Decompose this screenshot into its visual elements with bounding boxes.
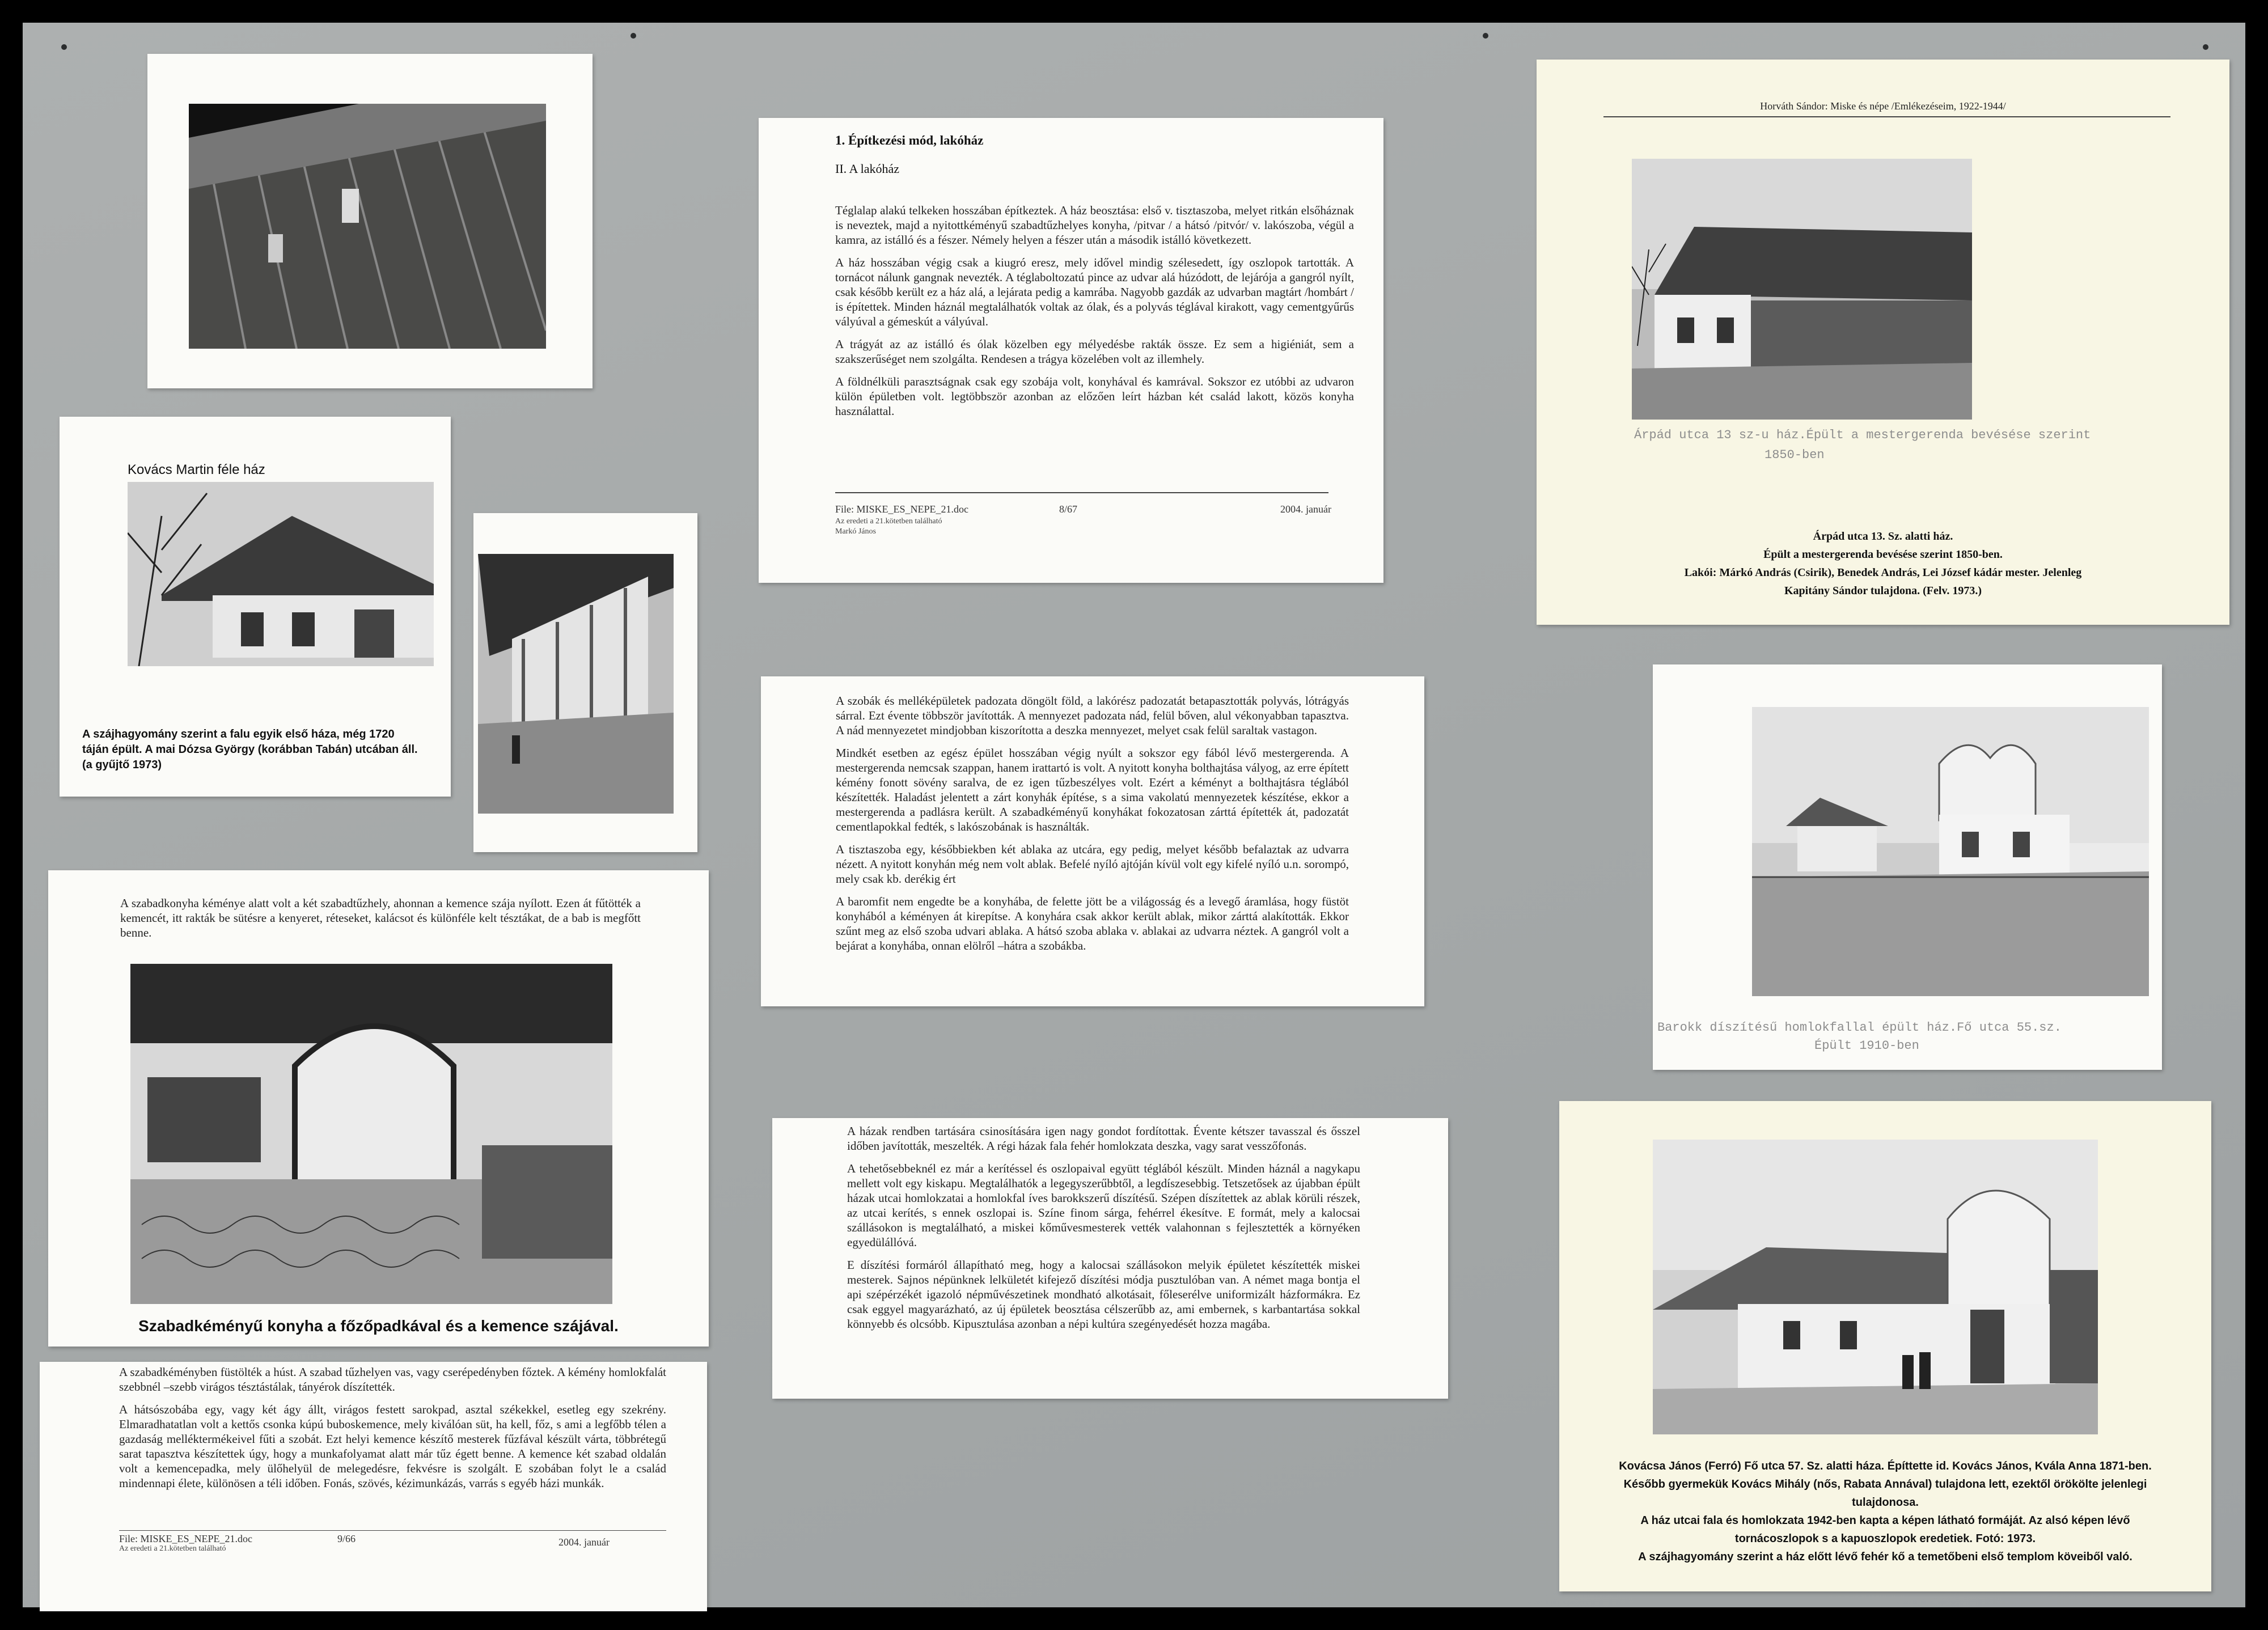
doc1-footer-file: File: MISKE_ES_NEPE_21.doc bbox=[835, 503, 969, 515]
sheet-barokk bbox=[1653, 664, 2162, 1070]
sheet-kitchen bbox=[48, 870, 709, 1347]
doc4-body: A szabadkéményben füstölték a húst. A szabad tűzhelyen vas, vagy cserépedényben főztek. A kémény homlokfalát szebbnél –szebb virágos tésztástálak, tányérok díszítették. A hátsószobába egy, vagy két ágy állt, virágos festett sarokpad, asztal székekkel, esetleg egy szekrény. Elmaradhatatlan volt a kettős csonka kúpú buboskemence, mely kiválóan süt, ha kell, főz, s ami a legfőbb télen a gazdaság melléktermékeivel fűti a szobát. Ezt helyi kemence készítő mesterek fűzfával készült várta, többrétegű sarat tapasztva készítettek úgy, hogy a munkafolyamat alatt már tűz égett benne. A kemence két szabad oldalán volt a kemencepadka, mely ülőhelyül de melegedésre, fekvésre is szolgált. E szobában folyt le a család mindennapi élete, különösen a téli időben. Fonás, szövés, kézimunkázás, varrás s egyéb házi munkák. bbox=[119, 1365, 666, 1490]
doc4-footer-file: File: MISKE_ES_NEPE_21.doc bbox=[119, 1533, 253, 1544]
doc-page-1 bbox=[759, 118, 1383, 583]
arpad-typed-caption: Árpád utca 13 sz-u ház.Épült a mestergerenda bevésése szerint bbox=[1634, 428, 2091, 442]
kovacs-house-photo bbox=[128, 482, 434, 666]
pin bbox=[631, 33, 636, 39]
doc1-footer-note1: Az eredeti a 21.kötetben található bbox=[835, 517, 942, 526]
porch-photo bbox=[478, 554, 674, 814]
doc1-body: Téglalap alakú telkeken hosszában építkeztek. A ház beosztása: első v. tisztaszoba, melyet ritkán elsőháznak is neveztek, majd a nyitottkéményű szabadtűzhelyes konyha, /pitvar / a hátsó /pitvór/ v. lakószoba, végül a kamra, az istálló és a fészer. Némely helyen a fészer után a második istálló következett. A ház hosszában végig csak a kiugró eresz, mely idővel mindig szélesedett, így oszlopok tartották. A tornácot nálunk gangnak nevezték. A téglaboltozatú pince az udvar alá húzódott, de lejárója a gangról nyílt, csak később került ez a ház alá, a lejárata pedig a kamrába. Nagyobb gazdák az udvarban magtárt /hombárt / is építettek. Minden háznál megtalálhatók voltak az ólak, és a polyvás téglával kirakott, vagy cementgyűrűs vályúval a gémeskút a vályúval. A trágyát az az istálló és ólak közelben egy mélyedésbe rakták össze. Ez sem a higiéniát, sem a szakszerűséget nem szolgálta. Rendesen a trágya közelében volt az illemhely. A földnélküli parasztságnak csak egy szobája volt, konyhával és kamrával. Sokszor ez utóbbi az udvaron külön épületben volt. legtöbbször azonban az előzően leírt házban két család lakott, közös konyha használattal. bbox=[835, 204, 1354, 418]
sheet-arpad-utca bbox=[1537, 60, 2229, 625]
sheet-fo-utca-57 bbox=[1559, 1101, 2211, 1591]
doc-page-2 bbox=[761, 676, 1424, 1006]
arpad-header: Horváth Sándor: Miske és népe /Emlékezéseim, 1922-1944/ bbox=[1760, 100, 2006, 112]
kovacs-heading: Kovács Martin féle ház bbox=[128, 462, 265, 477]
doc1-footer-rule bbox=[835, 492, 1328, 493]
sheet-porch-photo bbox=[473, 513, 697, 852]
pin bbox=[61, 44, 67, 50]
doc3-body: A házak rendben tartására csinosítására igen nagy gondot fordítottak. Évente kétszer tavasszal és ősszel időben javították, meszelték. A régi házak fala fehér homlokzata deszka, vagy sarat vesszőfonás. A tehetősebbeknél ez már a kerítéssel és oszlopaival együtt téglából készült. Minden háznál a nagykapu mellett volt egy kiskapu. Megtalálhatók a legegyszerűbbtől, a legdíszesebbig. Tetszetősek az újabban épült házak utcai homlokzatai a homlokfal íves barokkszerű díszítésű. Szépen díszítettek az ablak körüli részek, az utcai kerítés, s ennek oszlopai is. Színe finom sárga, fehérrel ékesítve. E formát, mely a kalocsai szállásokon is megtalálható, a miskei kőművesmesterek vették valahonnan s fejlesztették a környéken egyedülállóvá. E díszítési formáról állapítható meg, hogy a kalocsai szállásokon melyik épületet készítették miskei mesterek. Sajnos népünknek lelkületét kifejező díszítési módja pusztulóban van. A német maga bontja el api szépérzékét igazoló népművészetinek mondható alkotásait, főleserélve uniformizált házformákra. Ez csak eggyel magyarázható, az új épületek beosztása célszerűbb az, ami embernek, s karbantartása sokkal könnyebb és olcsóbb. Kipusztulása azonban a népi kultúra szegényedését hozza magába. bbox=[847, 1124, 1360, 1331]
kitchen-text: A szabadkonyha kéménye alatt volt a két szabadtűzhely, ahonnan a kemence szája nyílott. Ezen át fűtötték a kemencét, itt rakták be sütésre a kenyeret, réteseket, kalácsot és különféle kelt tésztákat, de a bab is megfőtt benne. bbox=[120, 896, 641, 939]
doc-page-4 bbox=[40, 1362, 707, 1611]
doc1-footer-note2: Markó János bbox=[835, 527, 876, 536]
doc1-footer-page: 8/67 bbox=[1059, 503, 1078, 515]
arpad-header-rule bbox=[1603, 116, 2170, 117]
arpad-typed-caption-2: 1850-ben bbox=[1765, 448, 1825, 462]
roof-photo bbox=[189, 104, 546, 349]
barokk-typed-2: Épült 1910-ben bbox=[1814, 1039, 1919, 1053]
sheet-roof-photo bbox=[147, 54, 593, 388]
pin bbox=[2203, 44, 2208, 50]
doc2-body: A szobák és melléképületek padozata döngölt föld, a lakórész padozatát betapasztották polyvás, lótrágyás sárral. Ezt évente többször javították. A mennyezet padozata nád, felül bőven, alul vékonyabban tapasztva. A nád mennyezetet mindjobban kiszorította a deszka mennyezet, melyet csak felül saraltak vastagon. Mindkét esetben az egész épület hosszában végig nyúlt a sokszor egy fából lévő mestergerenda. A mestergerenda nemcsak szappan, hanem irattartó is volt. A nyitott konyha bolthajtása vályog, az erre épített kémény fonott sövény saralva, de ez igen tűzbeszélyes volt. Ezért a kéményt a bolthajtásra téglából készítették. Haladást jelentett a zárt konyhák építése, s a sima vakolatú mennyezetek készítése, ekkor a mestergerenda a padlásra került. A szabadkéményű konyhákat fokozatosan zárttá építették át, padozatát cementlapokkal fedték, s lakószobának is használták. A tisztaszoba egy, későbbiekben két ablaka az utcára, egy pedig, melyet később befalaztak az udvarra nézett. A nyitott konyhán még nem volt ablak. Befelé nyíló ajtóján kívül volt egy kifelé nyíló u.n. sorompó, mely csak kb. derékig ért A baromfit nem engedte be a konyhába, de felette jött be a világosság és a levegő áramlása, hogy füstöt konyhából a kéményen át kirepítse. A konyhára csak akkor került ablak, mikor zárttá alakították. Ekkor szűnt meg az első szoba udvari ablaka. A hátsó szoba ablaka v. ablakai az udvarra néztek. A gangról volt a bejárat a konyhába, onnan elölről –hátra a szobákba. bbox=[836, 694, 1349, 952]
sheet-kovacs-martin bbox=[60, 417, 451, 797]
doc4-footer-rule bbox=[119, 1530, 666, 1531]
kitchen-oven-photo bbox=[130, 964, 612, 1304]
doc-page-3 bbox=[772, 1118, 1448, 1399]
fo57-caption: Kovácsa János (Ferró) Fő utca 57. Sz. alatti háza. Építtette id. Kovács János, Kvála Anna 1871-ben. Később gyermekük Kovács Mihály (nős, Rabata Annával) tulajdona lett, ezektől örökölte jelenlegi tulajdonosa. A ház utcai fala és homlokzata 1942-ben kapta a képen látható formáját. Az alsó képen lévő tornácoszlopok s a kapuoszlopok eredetiek. Fotó: 1973. A szájhagyomány szerint a ház előtt lévő fehér kő a temetőbeni első templom köveiből való. bbox=[1619, 1460, 2152, 1563]
doc4-footer-page: 9/66 bbox=[337, 1533, 356, 1544]
barokk-typed-1: Barokk díszítésű homlokfallal épült ház.Fő utca 55.sz. bbox=[1657, 1021, 2062, 1035]
doc4-footer-date: 2004. január bbox=[558, 1536, 610, 1548]
arpad-house-photo bbox=[1632, 159, 1972, 420]
doc4-footer-note1: Az eredeti a 21.kötetben található bbox=[119, 1544, 226, 1553]
doc1-subheading: II. A lakóház bbox=[835, 162, 900, 176]
kitchen-caption: Szabadkéményű konyha a főzőpadkával és a kemence szájával. bbox=[138, 1317, 619, 1335]
arpad-caption: Árpád utca 13. Sz. alatti ház. Épült a mestergerenda bevésése szerint 1850-ben. Lakói: Márkó András (Csirik), Benedek András, Lei József kádár mester. Jelenleg Kapitány Sándor tulajdona. (Felv. 1973.) bbox=[1684, 530, 2082, 597]
pin bbox=[1483, 33, 1488, 39]
barokk-house-photo bbox=[1752, 707, 2149, 996]
fo57-house-photo bbox=[1653, 1140, 2098, 1434]
kovacs-caption: A szájhagyomány szerint a falu egyik első háza, még 1720 táján épült. A mai Dózsa György (korábban Tabán) utcában áll. (a gyűjtő 1973) bbox=[82, 728, 418, 771]
doc1-footer-date: 2004. január bbox=[1280, 503, 1331, 515]
doc1-heading: 1. Építkezési mód, lakóház bbox=[835, 133, 984, 147]
